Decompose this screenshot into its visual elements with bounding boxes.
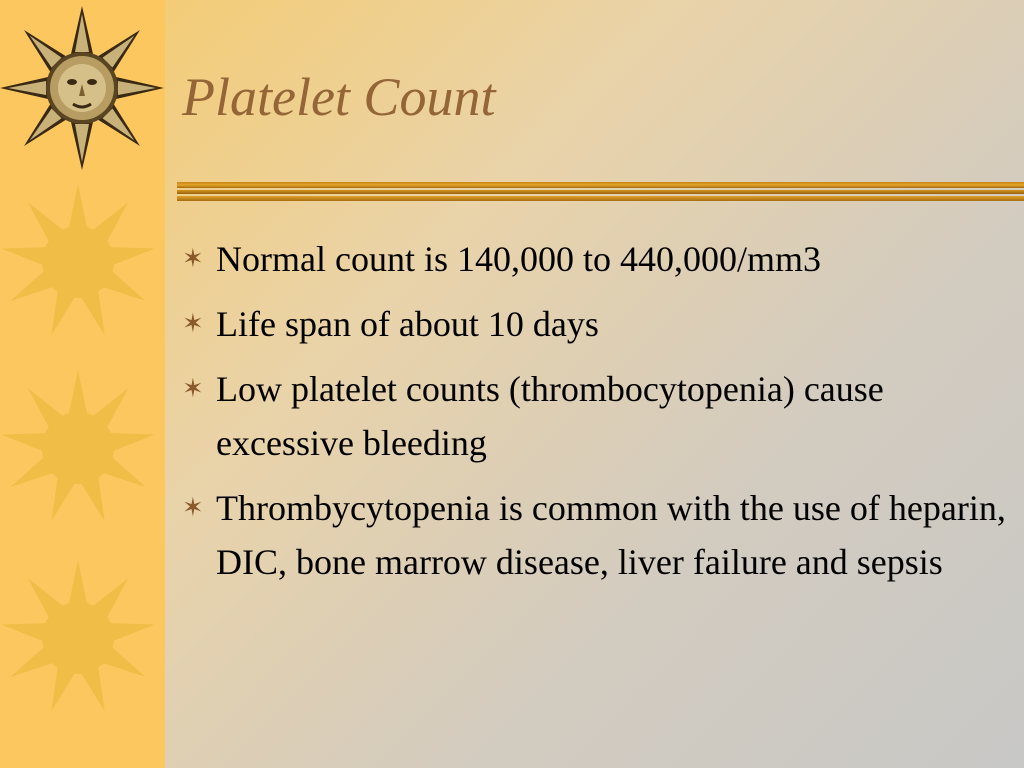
star-bullet-icon: ✶: [182, 493, 204, 523]
title-divider: [177, 182, 1024, 204]
bullet-item: [182, 362, 1017, 470]
sun-icon: [0, 560, 157, 715]
bullet-text: Normal count is 140,000 to 440,000/mm3: [216, 239, 821, 279]
bullet-item: [182, 481, 1017, 589]
decorative-sun-strip: [0, 0, 165, 768]
star-bullet-icon: ✶: [182, 244, 204, 274]
bullet-text: Thrombycytopenia is common with the use of heparin, DIC, bone marrow disease, liver failure and sepsis: [216, 488, 1006, 582]
sun-motif-graphic: [0, 0, 165, 768]
bullet-item: [182, 232, 1017, 286]
bullet-item: [182, 297, 1017, 351]
sun-face-icon: [0, 6, 164, 170]
divider-line: [177, 196, 1024, 201]
star-bullet-icon: ✶: [182, 374, 204, 404]
bullet-text: Life span of about 10 days: [216, 304, 599, 344]
bullet-text: Low platelet counts (thrombocytopenia) cause excessive bleeding: [216, 369, 884, 463]
sun-icon: [0, 184, 157, 339]
slide-title: Platelet Count: [182, 67, 496, 127]
sun-icon: [0, 370, 157, 525]
divider-line: [177, 182, 1024, 188]
divider-line: [177, 190, 1024, 194]
bullet-list: [182, 232, 1017, 600]
star-bullet-icon: ✶: [182, 309, 204, 339]
